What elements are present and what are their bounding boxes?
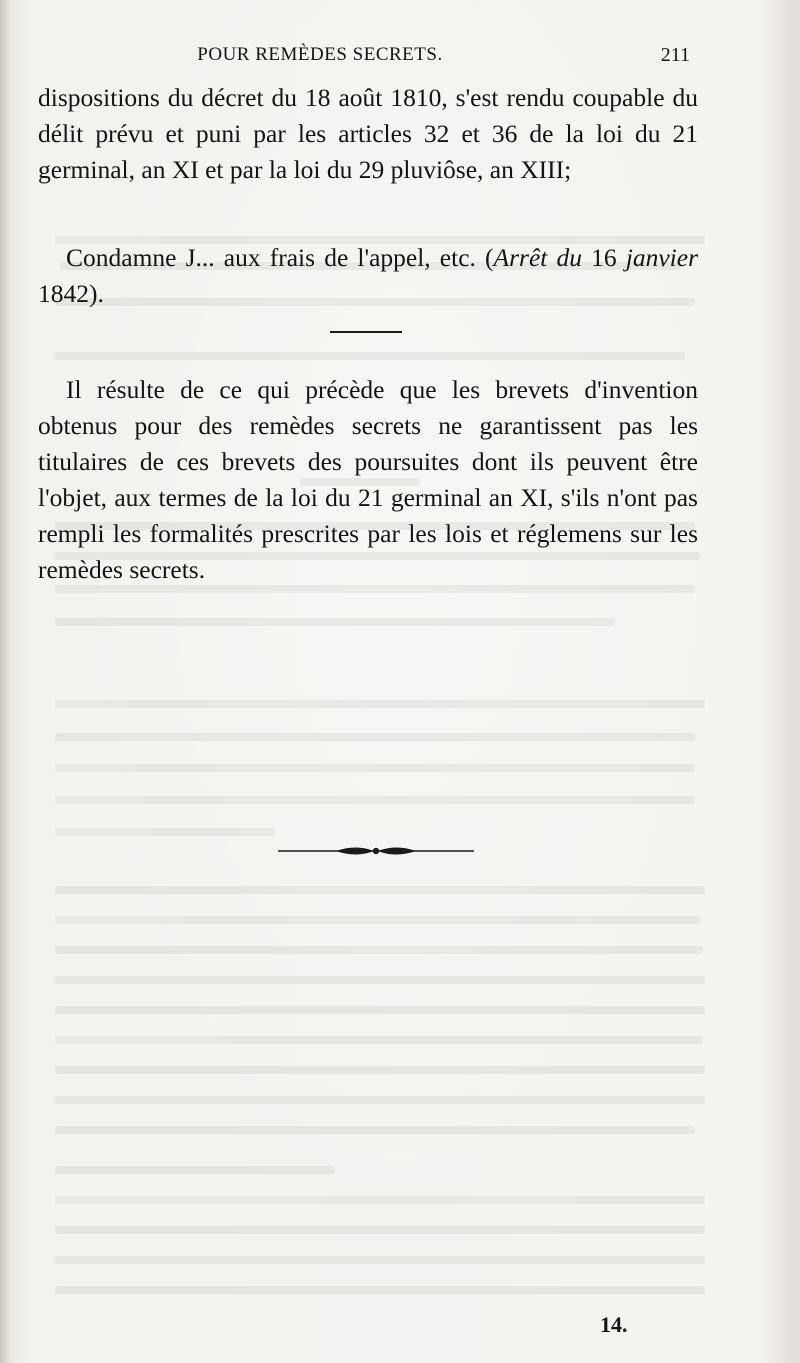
paragraph-continuation xyxy=(38,80,698,188)
citation-month: janvier xyxy=(625,243,699,272)
paragraph-2-text: Condamne J... aux frais de l'appel, etc. ( xyxy=(66,243,494,272)
running-title: POUR REMÈDES SECRETS. xyxy=(197,44,443,65)
citation-day: 16 xyxy=(582,243,626,272)
citation-label: Arrêt du xyxy=(493,243,582,272)
page-edge-shadow xyxy=(0,0,10,1363)
paragraph-1-text: dispositions du décret du 18 août 1810, s'est rendu coupable du délit prévu et puni par les articles 32 et 36 de la loi du 21 germinal, an XI et par la loi du 29 pluviôse, an XIII; xyxy=(38,83,698,184)
paragraph-3-text: Il résulte de ce qui précède que les brevets d'invention obtenus pour des remèdes secrets ne garantissent pas les titulaires de ces brevets des poursuites dont ils peuvent être l'objet, aux termes de la loi du 21 germinal an XI, s'ils n'ont pas rempli les formalités prescrites par les lois et réglemens sur les remèdes secrets. xyxy=(38,375,698,584)
ornamental-rule xyxy=(278,838,474,864)
signature-mark: 14. xyxy=(600,1312,628,1337)
page-number: 211 xyxy=(660,44,690,66)
paragraph-conclusion xyxy=(38,372,698,588)
paragraph-judgment xyxy=(38,240,698,312)
paragraph-2 xyxy=(38,240,698,312)
running-head xyxy=(40,40,690,72)
citation-year: 1842). xyxy=(38,279,104,308)
section-divider xyxy=(330,331,402,333)
